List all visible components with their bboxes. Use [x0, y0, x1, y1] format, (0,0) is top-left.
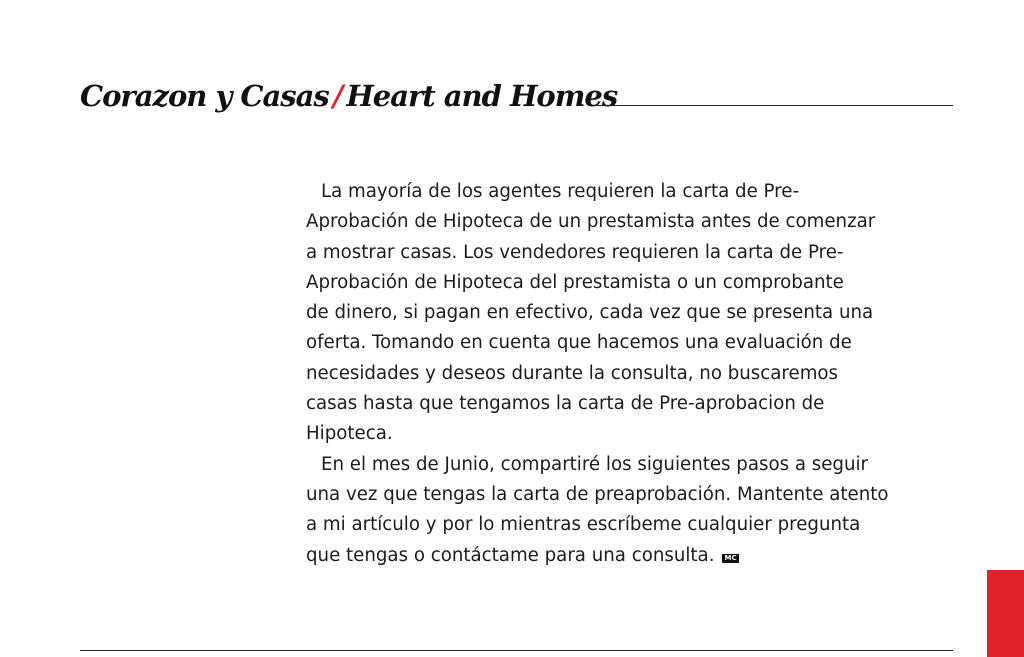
paragraph-2 — [306, 450, 956, 571]
text-line: casas hasta que tengamos la carta de Pre-aprobacion de — [306, 393, 825, 415]
text-line: En el mes de Junio, compartiré los siguientes pasos a seguir — [321, 453, 869, 475]
header-rule — [595, 105, 953, 106]
text-line: Hipoteca. — [306, 423, 393, 445]
bottom-rule — [80, 650, 953, 651]
header-title-english: Heart and Homes — [346, 79, 618, 113]
text-line: a mi artículo y por lo mientras escríbeme cualquier pregunta — [306, 514, 861, 536]
end-mark-icon: MC — [724, 553, 737, 562]
text-line: de dinero, si pagan en efectivo, cada vez que se presenta una — [306, 302, 874, 324]
text-line: Aprobación de Hipoteca de un prestamista antes de comenzar — [306, 211, 876, 233]
header-slash: / — [332, 79, 343, 113]
page-edge-tab — [987, 570, 1024, 657]
text-line-last — [306, 541, 956, 571]
paragraph-1 — [306, 177, 956, 450]
header-title-spanish: Corazon y Casas — [80, 79, 329, 113]
text-line: necesidades y deseos durante la consulta, no buscaremos — [306, 362, 839, 384]
last-line-text: que tengas o contáctame para una consulta. — [306, 544, 715, 566]
text-line: La mayoría de los agentes requieren la carta de Pre- — [321, 181, 800, 202]
section-header — [80, 76, 617, 116]
text-line: una vez que tengas la carta de preaprobación. Mantente atento — [306, 483, 889, 505]
text-line: Aprobación de Hipoteca del prestamista o un comprobante — [306, 271, 844, 293]
text-line: a mostrar casas. Los vendedores requieren la carta de Pre- — [306, 241, 844, 263]
article-body — [306, 177, 956, 571]
text-line: oferta. Tomando en cuenta que hacemos una evaluación de — [306, 332, 852, 354]
